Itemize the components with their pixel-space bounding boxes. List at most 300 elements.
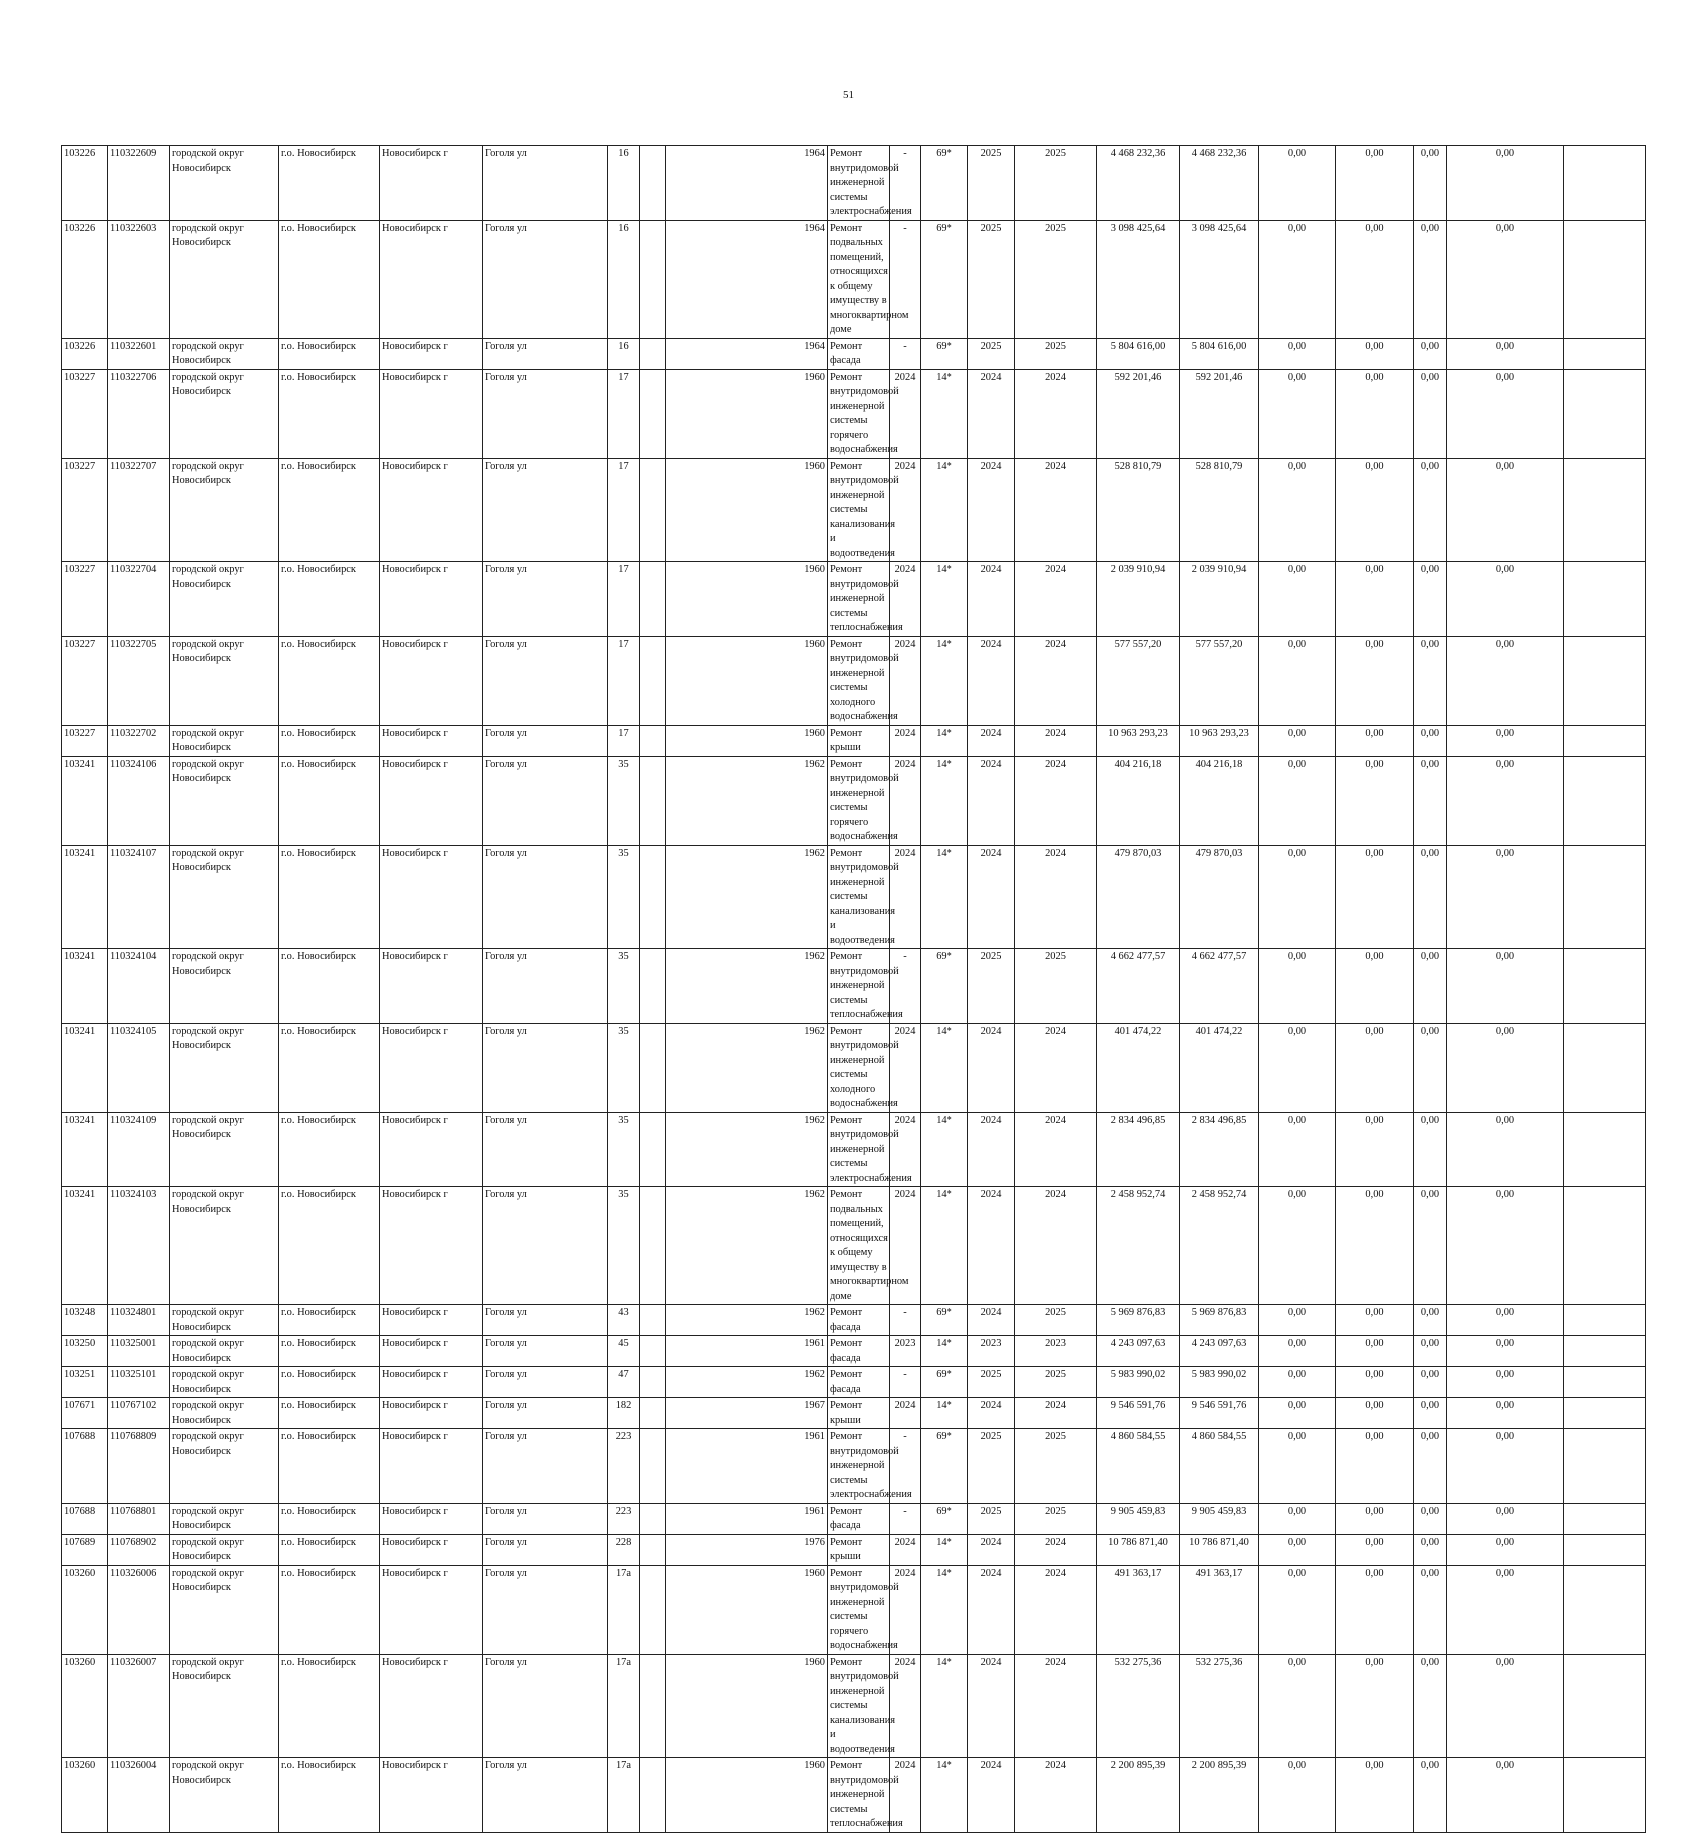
cell-year-end: 2024	[1015, 636, 1097, 725]
table-row	[62, 725, 1646, 756]
cell-cost-total: 528 810,79	[1180, 458, 1259, 562]
cell-year-built: 1961	[666, 1429, 828, 1504]
cell-fund-2: 0,00	[1336, 1023, 1414, 1112]
cell-district: г.о. Новосибирск	[279, 1534, 380, 1565]
cell-year-built: 1960	[666, 369, 828, 458]
cell-house-id: 103227	[62, 636, 108, 725]
cell-year-plan: 2024	[890, 636, 921, 725]
cell-blank	[640, 1023, 666, 1112]
cell-work-type: Ремонт внутридомовой инженерной системы теплоснабжения	[828, 562, 890, 637]
cell-trailing	[1564, 1534, 1646, 1565]
cell-year-built: 1964	[666, 146, 828, 221]
cell-trailing	[1564, 1429, 1646, 1504]
cell-trailing	[1564, 220, 1646, 338]
table-row	[62, 1398, 1646, 1429]
cell-fund-4: 0,00	[1447, 949, 1564, 1024]
cell-year-end: 2025	[1015, 1429, 1097, 1504]
cell-fund-2: 0,00	[1336, 146, 1414, 221]
cell-house-number: 17	[608, 636, 640, 725]
cell-work-code: 110326006	[108, 1565, 170, 1654]
cell-fund-3: 0,00	[1414, 369, 1447, 458]
table-row	[62, 1112, 1646, 1187]
cell-year-end: 2025	[1015, 146, 1097, 221]
cell-district: г.о. Новосибирск	[279, 725, 380, 756]
cell-work-type: Ремонт фасада	[828, 1503, 890, 1534]
cell-blank	[640, 949, 666, 1024]
cell-fund-3: 0,00	[1414, 458, 1447, 562]
cell-district: г.о. Новосибирск	[279, 1503, 380, 1534]
cell-year-built: 1961	[666, 1336, 828, 1367]
cell-year-start: 2025	[968, 949, 1015, 1024]
cell-fund-3: 0,00	[1414, 1503, 1447, 1534]
cell-house-id: 103226	[62, 220, 108, 338]
cell-fund-1: 0,00	[1259, 1565, 1336, 1654]
cell-cost-total: 2 458 952,74	[1180, 1187, 1259, 1305]
cell-fund-1: 0,00	[1259, 1112, 1336, 1187]
cell-cost-total: 10 786 871,40	[1180, 1534, 1259, 1565]
cell-fund-3: 0,00	[1414, 146, 1447, 221]
cell-house-id: 103227	[62, 369, 108, 458]
cell-work-code: 110322705	[108, 636, 170, 725]
cell-work-code: 110325101	[108, 1367, 170, 1398]
cell-year-built: 1960	[666, 725, 828, 756]
cell-year-end: 2025	[1015, 1503, 1097, 1534]
cell-work-code: 110322702	[108, 725, 170, 756]
cell-district: г.о. Новосибирск	[279, 1654, 380, 1758]
cell-house-id: 103226	[62, 146, 108, 221]
cell-flag: 69*	[921, 1367, 968, 1398]
cell-district: г.о. Новосибирск	[279, 1758, 380, 1833]
cell-fund-2: 0,00	[1336, 845, 1414, 949]
cell-fund-3: 0,00	[1414, 1112, 1447, 1187]
cell-street: Гоголя ул	[483, 1398, 608, 1429]
cell-fund-2: 0,00	[1336, 369, 1414, 458]
table-row	[62, 1534, 1646, 1565]
cell-house-number: 35	[608, 1023, 640, 1112]
cell-street: Гоголя ул	[483, 756, 608, 845]
cell-locality: Новосибирск г	[380, 1305, 483, 1336]
cell-house-id: 103241	[62, 845, 108, 949]
cell-fund-2: 0,00	[1336, 1112, 1414, 1187]
cell-fund-1: 0,00	[1259, 146, 1336, 221]
cell-fund-1: 0,00	[1259, 1534, 1336, 1565]
cell-house-id: 103260	[62, 1758, 108, 1833]
cell-cost-total: 2 200 895,39	[1180, 1758, 1259, 1833]
cell-fund-4: 0,00	[1447, 1367, 1564, 1398]
cell-fund-1: 0,00	[1259, 636, 1336, 725]
table-row	[62, 756, 1646, 845]
cell-cost-total: 3 098 425,64	[1180, 220, 1259, 338]
cell-trailing	[1564, 1187, 1646, 1305]
cell-locality: Новосибирск г	[380, 220, 483, 338]
cell-work-type: Ремонт внутридомовой инженерной системы горячего водоснабжения	[828, 369, 890, 458]
cell-house-number: 35	[608, 756, 640, 845]
cell-work-type: Ремонт внутридомовой инженерной системы горячего водоснабжения	[828, 756, 890, 845]
cell-municipality: городской округ Новосибирск	[170, 1565, 279, 1654]
cell-fund-2: 0,00	[1336, 756, 1414, 845]
table-row	[62, 338, 1646, 369]
cell-year-end: 2025	[1015, 1367, 1097, 1398]
cell-house-id: 103241	[62, 949, 108, 1024]
cell-cost: 528 810,79	[1097, 458, 1180, 562]
cell-year-built: 1960	[666, 562, 828, 637]
cell-fund-3: 0,00	[1414, 1565, 1447, 1654]
cell-house-id: 103227	[62, 725, 108, 756]
cell-cost: 479 870,03	[1097, 845, 1180, 949]
cell-street: Гоголя ул	[483, 562, 608, 637]
cell-house-id: 103241	[62, 1187, 108, 1305]
cell-flag: 14*	[921, 1534, 968, 1565]
cell-year-end: 2025	[1015, 220, 1097, 338]
cell-work-type: Ремонт крыши	[828, 725, 890, 756]
cell-year-start: 2024	[968, 756, 1015, 845]
cell-fund-4: 0,00	[1447, 220, 1564, 338]
cell-house-number: 17	[608, 369, 640, 458]
cell-trailing	[1564, 458, 1646, 562]
cell-cost: 491 363,17	[1097, 1565, 1180, 1654]
cell-work-type: Ремонт внутридомовой инженерной системы электроснабжения	[828, 1112, 890, 1187]
cell-fund-2: 0,00	[1336, 1654, 1414, 1758]
cell-fund-1: 0,00	[1259, 1398, 1336, 1429]
cell-fund-1: 0,00	[1259, 1187, 1336, 1305]
cell-year-built: 1976	[666, 1534, 828, 1565]
table-row	[62, 1565, 1646, 1654]
cell-district: г.о. Новосибирск	[279, 220, 380, 338]
cell-municipality: городской округ Новосибирск	[170, 458, 279, 562]
cell-house-id: 103226	[62, 338, 108, 369]
cell-street: Гоголя ул	[483, 845, 608, 949]
cell-fund-2: 0,00	[1336, 1305, 1414, 1336]
cell-year-end: 2024	[1015, 1187, 1097, 1305]
cell-work-type: Ремонт внутридомовой инженерной системы электроснабжения	[828, 1429, 890, 1504]
cell-street: Гоголя ул	[483, 1503, 608, 1534]
cell-flag: 14*	[921, 725, 968, 756]
cell-house-id: 107671	[62, 1398, 108, 1429]
cell-cost-total: 401 474,22	[1180, 1023, 1259, 1112]
cell-flag: 14*	[921, 1023, 968, 1112]
cell-locality: Новосибирск г	[380, 1336, 483, 1367]
cell-cost: 9 905 459,83	[1097, 1503, 1180, 1534]
cell-fund-4: 0,00	[1447, 1305, 1564, 1336]
cell-cost-total: 479 870,03	[1180, 845, 1259, 949]
cell-trailing	[1564, 1336, 1646, 1367]
table-row	[62, 949, 1646, 1024]
page-number: 51	[843, 89, 854, 101]
cell-work-type: Ремонт внутридомовой инженерной системы канализования и водоотведения	[828, 845, 890, 949]
cell-house-number: 47	[608, 1367, 640, 1398]
cell-district: г.о. Новосибирск	[279, 562, 380, 637]
cell-year-plan: 2024	[890, 458, 921, 562]
cell-district: г.о. Новосибирск	[279, 146, 380, 221]
table-row	[62, 845, 1646, 949]
table-row	[62, 1187, 1646, 1305]
cell-house-id: 103241	[62, 1112, 108, 1187]
cell-year-built: 1962	[666, 949, 828, 1024]
cell-fund-2: 0,00	[1336, 1503, 1414, 1534]
cell-year-end: 2024	[1015, 1398, 1097, 1429]
cell-year-end: 2025	[1015, 949, 1097, 1024]
cell-cost-total: 491 363,17	[1180, 1565, 1259, 1654]
cell-locality: Новосибирск г	[380, 1565, 483, 1654]
cell-trailing	[1564, 725, 1646, 756]
cell-fund-2: 0,00	[1336, 1758, 1414, 1833]
table-row	[62, 1367, 1646, 1398]
cell-fund-3: 0,00	[1414, 1023, 1447, 1112]
cell-fund-1: 0,00	[1259, 1758, 1336, 1833]
cell-work-type: Ремонт внутридомовой инженерной системы холодного водоснабжения	[828, 1023, 890, 1112]
cell-blank	[640, 1503, 666, 1534]
table-row	[62, 636, 1646, 725]
cell-year-plan: -	[890, 1503, 921, 1534]
cell-fund-4: 0,00	[1447, 1429, 1564, 1504]
cell-work-type: Ремонт подвальных помещений, относящихся к общему имуществу в многоквартирном доме	[828, 1187, 890, 1305]
cell-fund-1: 0,00	[1259, 220, 1336, 338]
cell-cost-total: 4 662 477,57	[1180, 949, 1259, 1024]
cell-year-end: 2024	[1015, 1654, 1097, 1758]
cell-blank	[640, 220, 666, 338]
cell-cost-total: 5 983 990,02	[1180, 1367, 1259, 1398]
cell-street: Гоголя ул	[483, 1336, 608, 1367]
cell-year-built: 1960	[666, 636, 828, 725]
cell-work-type: Ремонт фасада	[828, 1336, 890, 1367]
cell-year-plan: 2024	[890, 845, 921, 949]
cell-locality: Новосибирск г	[380, 1398, 483, 1429]
cell-flag: 14*	[921, 845, 968, 949]
cell-district: г.о. Новосибирск	[279, 1112, 380, 1187]
cell-cost: 5 969 876,83	[1097, 1305, 1180, 1336]
cell-municipality: городской округ Новосибирск	[170, 949, 279, 1024]
cell-year-start: 2024	[968, 725, 1015, 756]
cell-locality: Новосибирск г	[380, 1187, 483, 1305]
cell-work-type: Ремонт подвальных помещений, относящихся к общему имуществу в многоквартирном доме	[828, 220, 890, 338]
cell-cost: 5 983 990,02	[1097, 1367, 1180, 1398]
cell-work-code: 110322603	[108, 220, 170, 338]
cell-house-id: 103241	[62, 756, 108, 845]
cell-municipality: городской округ Новосибирск	[170, 220, 279, 338]
cell-municipality: городской округ Новосибирск	[170, 1398, 279, 1429]
cell-street: Гоголя ул	[483, 725, 608, 756]
cell-locality: Новосибирск г	[380, 1503, 483, 1534]
cell-blank	[640, 458, 666, 562]
cell-fund-4: 0,00	[1447, 338, 1564, 369]
cell-cost-total: 532 275,36	[1180, 1654, 1259, 1758]
cell-flag: 14*	[921, 1336, 968, 1367]
cell-municipality: городской округ Новосибирск	[170, 1112, 279, 1187]
cell-house-number: 17	[608, 562, 640, 637]
cell-work-code: 110322704	[108, 562, 170, 637]
cell-district: г.о. Новосибирск	[279, 845, 380, 949]
cell-fund-2: 0,00	[1336, 1187, 1414, 1305]
cell-street: Гоголя ул	[483, 1654, 608, 1758]
cell-fund-1: 0,00	[1259, 1367, 1336, 1398]
cell-flag: 14*	[921, 458, 968, 562]
cell-municipality: городской округ Новосибирск	[170, 1187, 279, 1305]
cell-flag: 14*	[921, 1758, 968, 1833]
cell-fund-1: 0,00	[1259, 562, 1336, 637]
cell-year-built: 1960	[666, 1758, 828, 1833]
cell-year-end: 2024	[1015, 1565, 1097, 1654]
cell-work-type: Ремонт внутридомовой инженерной системы горячего водоснабжения	[828, 1565, 890, 1654]
cell-municipality: городской округ Новосибирск	[170, 562, 279, 637]
cell-house-id: 103250	[62, 1336, 108, 1367]
cell-fund-4: 0,00	[1447, 756, 1564, 845]
table-row	[62, 369, 1646, 458]
cell-house-number: 17	[608, 458, 640, 562]
cell-year-end: 2024	[1015, 1112, 1097, 1187]
cell-street: Гоголя ул	[483, 1758, 608, 1833]
cell-work-code: 110768809	[108, 1429, 170, 1504]
cell-fund-3: 0,00	[1414, 725, 1447, 756]
cell-year-end: 2024	[1015, 458, 1097, 562]
cell-municipality: городской округ Новосибирск	[170, 845, 279, 949]
cell-street: Гоголя ул	[483, 1023, 608, 1112]
cell-blank	[640, 1336, 666, 1367]
cell-district: г.о. Новосибирск	[279, 1367, 380, 1398]
cell-street: Гоголя ул	[483, 1367, 608, 1398]
cell-year-start: 2025	[968, 146, 1015, 221]
cell-locality: Новосибирск г	[380, 562, 483, 637]
cell-year-end: 2025	[1015, 338, 1097, 369]
cell-year-plan: 2024	[890, 725, 921, 756]
table-row	[62, 146, 1646, 221]
cell-flag: 14*	[921, 756, 968, 845]
cell-year-plan: 2024	[890, 1758, 921, 1833]
cell-cost-total: 9 546 591,76	[1180, 1398, 1259, 1429]
cell-cost-total: 10 963 293,23	[1180, 725, 1259, 756]
cell-year-built: 1962	[666, 1023, 828, 1112]
cell-year-start: 2024	[968, 1758, 1015, 1833]
cell-street: Гоголя ул	[483, 1187, 608, 1305]
cell-fund-2: 0,00	[1336, 458, 1414, 562]
cell-fund-2: 0,00	[1336, 725, 1414, 756]
cell-year-start: 2023	[968, 1336, 1015, 1367]
cell-year-built: 1962	[666, 1112, 828, 1187]
cell-street: Гоголя ул	[483, 1565, 608, 1654]
table-row	[62, 1429, 1646, 1504]
cell-year-built: 1962	[666, 1187, 828, 1305]
cell-district: г.о. Новосибирск	[279, 1305, 380, 1336]
cell-locality: Новосибирск г	[380, 756, 483, 845]
cell-house-id: 103251	[62, 1367, 108, 1398]
cell-blank	[640, 845, 666, 949]
cell-flag: 14*	[921, 1187, 968, 1305]
cell-cost: 2 834 496,85	[1097, 1112, 1180, 1187]
cell-municipality: городской округ Новосибирск	[170, 1367, 279, 1398]
cell-year-start: 2024	[968, 369, 1015, 458]
cell-year-built: 1960	[666, 1565, 828, 1654]
cell-year-start: 2025	[968, 338, 1015, 369]
cell-cost-total: 404 216,18	[1180, 756, 1259, 845]
cell-fund-4: 0,00	[1447, 562, 1564, 637]
cell-house-id: 107688	[62, 1503, 108, 1534]
cell-fund-2: 0,00	[1336, 1367, 1414, 1398]
cell-locality: Новосибирск г	[380, 458, 483, 562]
cell-locality: Новосибирск г	[380, 636, 483, 725]
cell-flag: 69*	[921, 146, 968, 221]
cell-blank	[640, 369, 666, 458]
cell-year-plan: 2024	[890, 1534, 921, 1565]
cell-fund-4: 0,00	[1447, 845, 1564, 949]
cell-house-id: 103241	[62, 1023, 108, 1112]
cell-fund-3: 0,00	[1414, 1367, 1447, 1398]
cell-locality: Новосибирск г	[380, 1429, 483, 1504]
cell-fund-3: 0,00	[1414, 1534, 1447, 1565]
cell-fund-3: 0,00	[1414, 220, 1447, 338]
cell-fund-2: 0,00	[1336, 1398, 1414, 1429]
cell-year-start: 2025	[968, 220, 1015, 338]
cell-year-plan: 2024	[890, 1654, 921, 1758]
cell-flag: 69*	[921, 1305, 968, 1336]
cell-work-code: 110326004	[108, 1758, 170, 1833]
cell-fund-2: 0,00	[1336, 220, 1414, 338]
cell-street: Гоголя ул	[483, 146, 608, 221]
cell-trailing	[1564, 1565, 1646, 1654]
cell-year-plan: 2023	[890, 1336, 921, 1367]
cell-flag: 14*	[921, 562, 968, 637]
cell-street: Гоголя ул	[483, 949, 608, 1024]
cell-blank	[640, 1654, 666, 1758]
cell-flag: 14*	[921, 1112, 968, 1187]
cell-blank	[640, 146, 666, 221]
cell-fund-4: 0,00	[1447, 146, 1564, 221]
cell-year-plan: -	[890, 220, 921, 338]
cell-year-end: 2024	[1015, 1758, 1097, 1833]
cell-street: Гоголя ул	[483, 1429, 608, 1504]
cell-cost: 404 216,18	[1097, 756, 1180, 845]
cell-work-type: Ремонт фасада	[828, 1367, 890, 1398]
cell-cost: 401 474,22	[1097, 1023, 1180, 1112]
cell-year-start: 2024	[968, 636, 1015, 725]
cell-fund-4: 0,00	[1447, 1565, 1564, 1654]
cell-work-code: 110326007	[108, 1654, 170, 1758]
cell-locality: Новосибирск г	[380, 1654, 483, 1758]
cell-year-plan: 2024	[890, 1112, 921, 1187]
cell-street: Гоголя ул	[483, 1305, 608, 1336]
cell-municipality: городской округ Новосибирск	[170, 636, 279, 725]
cell-trailing	[1564, 1398, 1646, 1429]
cell-street: Гоголя ул	[483, 636, 608, 725]
repair-program-table	[61, 145, 1646, 1833]
cell-fund-3: 0,00	[1414, 1758, 1447, 1833]
cell-cost: 3 098 425,64	[1097, 220, 1180, 338]
cell-year-start: 2024	[968, 1534, 1015, 1565]
cell-fund-3: 0,00	[1414, 1429, 1447, 1504]
cell-municipality: городской округ Новосибирск	[170, 1429, 279, 1504]
cell-fund-1: 0,00	[1259, 458, 1336, 562]
table-row	[62, 1654, 1646, 1758]
cell-fund-1: 0,00	[1259, 1336, 1336, 1367]
cell-year-plan: 2024	[890, 756, 921, 845]
cell-cost: 2 039 910,94	[1097, 562, 1180, 637]
cell-fund-2: 0,00	[1336, 1565, 1414, 1654]
cell-locality: Новосибирск г	[380, 369, 483, 458]
cell-fund-2: 0,00	[1336, 1534, 1414, 1565]
cell-fund-4: 0,00	[1447, 1534, 1564, 1565]
cell-house-number: 17а	[608, 1654, 640, 1758]
cell-cost: 10 786 871,40	[1097, 1534, 1180, 1565]
cell-trailing	[1564, 562, 1646, 637]
cell-fund-4: 0,00	[1447, 1112, 1564, 1187]
cell-year-start: 2025	[968, 1429, 1015, 1504]
cell-flag: 14*	[921, 1654, 968, 1758]
cell-trailing	[1564, 756, 1646, 845]
cell-cost: 577 557,20	[1097, 636, 1180, 725]
cell-house-id: 107688	[62, 1429, 108, 1504]
cell-year-built: 1962	[666, 756, 828, 845]
cell-flag: 69*	[921, 338, 968, 369]
cell-district: г.о. Новосибирск	[279, 1023, 380, 1112]
table-row	[62, 562, 1646, 637]
